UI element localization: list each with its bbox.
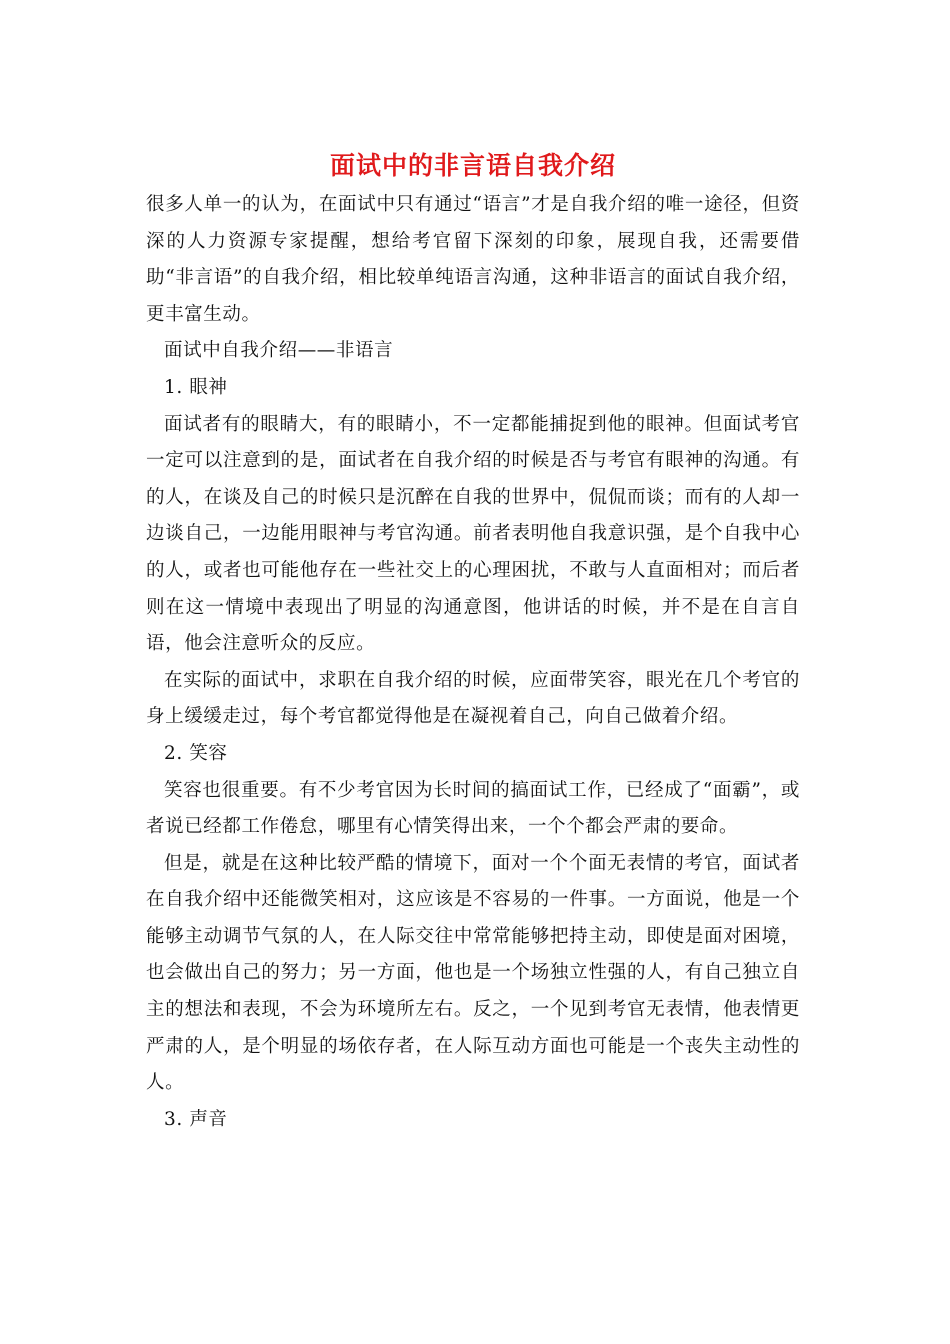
section-2-heading: 2. 笑容 xyxy=(164,742,228,764)
section-1-heading: 1. 眼神 xyxy=(164,376,228,398)
section-3-heading: 3. 声音 xyxy=(164,1108,228,1130)
document-page xyxy=(146,146,800,1138)
section-2-paragraph-1: 笑容也很重要。有不少考官因为长时间的搞面试工作，已经成了“面霸”，或者说已经都工作倦怠，哪里有心情笑得出来，一个个都会严肃的要命。 xyxy=(146,779,800,838)
section-title: 面试中自我介绍——非语言 xyxy=(164,340,394,362)
section-1-paragraph-1: 面试者有的眼睛大，有的眼睛小，不一定都能捕捉到他的眼神。但面试考官一定可以注意到的是，面试者在自我介绍的时候是否与考官有眼神的沟通。有的人，在谈及自己的时候只是沉醉在自我的世界中，侃侃而谈；而有的人却一边谈自己，一边能用眼神与考官沟通。前者表明他自我意识强，是个自我中心的人，或者也可能他存在一些社交上的心理困扰，不敢与人直面相对；而后者则在这一情境中表现出了明显的沟通意图，他讲话的时候，并不是在自言自语，他会注意听众的反应。 xyxy=(146,413,800,655)
section-2-paragraph-2: 但是，就是在这种比较严酷的情境下，面对一个个面无表情的考官，面试者在自我介绍中还能微笑相对，这应该是不容易的一件事。一方面说，他是一个能够主动调节气氛的人，在人际交往中常常能够把持主动，即使是面对困境，也会做出自己的努力；另一方面，他也是一个场独立性强的人，有自己独立自主的想法和表现，不会为环境所左右。反之，一个见到考官无表情，他表情更严肃的人，是个明显的场依存者，在人际互动方面也可能是一个丧失主动性的人。 xyxy=(146,852,800,1094)
document-title: 面试中的非言语自我介绍 xyxy=(329,151,616,180)
intro-paragraph: 很多人单一的认为，在面试中只有通过“语言”才是自我介绍的唯一途径，但资深的人力资源专家提醒，想给考官留下深刻的印象，展现自我，还需要借助“非言语”的自我介绍，相比较单纯语言沟通，这种非语言的面试自我介绍，更丰富生动。 xyxy=(146,194,800,325)
section-1-paragraph-2: 在实际的面试中，求职在自我介绍的时候，应面带笑容，眼光在几个考官的身上缓缓走过，每个考官都觉得他是在凝视着自己，向自己做着介绍。 xyxy=(146,669,800,728)
